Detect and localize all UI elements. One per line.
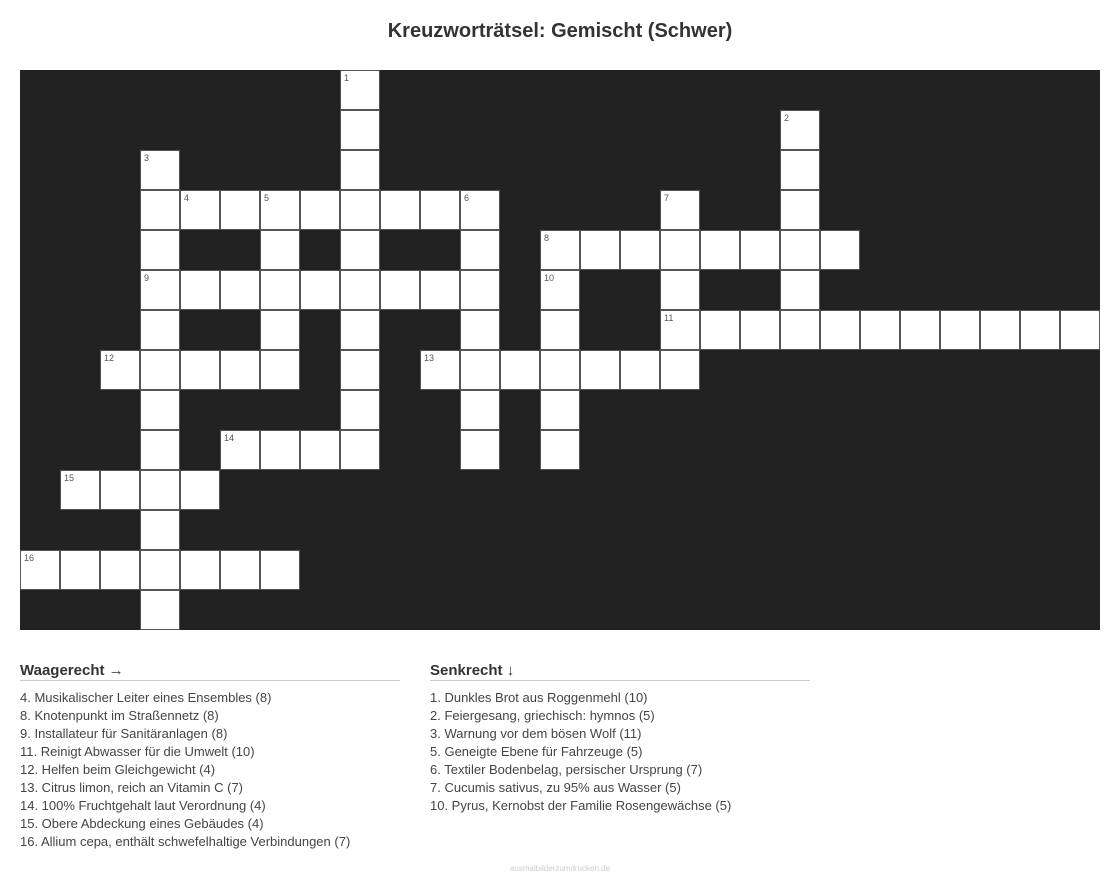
grid-cell[interactable] bbox=[420, 190, 460, 230]
grid-cell[interactable] bbox=[380, 190, 420, 230]
grid-cell[interactable] bbox=[540, 310, 580, 350]
grid-cell[interactable] bbox=[300, 270, 340, 310]
across-heading: Waagerecht → bbox=[20, 662, 400, 681]
grid-cell[interactable] bbox=[100, 350, 140, 390]
clue-number: 4 bbox=[184, 193, 190, 203]
grid-cell[interactable] bbox=[100, 470, 140, 510]
grid-cell[interactable] bbox=[620, 350, 660, 390]
across-clue: 9. Installateur für Sanitäranlagen (8) bbox=[20, 726, 228, 741]
clue-number: 9 bbox=[144, 273, 150, 283]
grid-cell[interactable] bbox=[140, 390, 180, 430]
across-clues-section bbox=[20, 662, 400, 851]
grid-cell[interactable] bbox=[540, 270, 580, 310]
grid-cell[interactable] bbox=[1060, 310, 1100, 350]
grid-cell[interactable] bbox=[180, 270, 220, 310]
clue-number: 14 bbox=[224, 433, 235, 443]
grid-cell[interactable] bbox=[140, 430, 180, 470]
across-clue: 12. Helfen beim Gleichgewicht (4) bbox=[20, 762, 216, 777]
across-clue: 11. Reinigt Abwasser für die Umwelt (10) bbox=[20, 744, 255, 759]
grid-cell[interactable] bbox=[700, 230, 740, 270]
grid-cell[interactable] bbox=[220, 350, 260, 390]
grid-cell[interactable] bbox=[220, 550, 260, 590]
grid-cell[interactable] bbox=[660, 190, 700, 230]
across-clue: 13. Citrus limon, reich an Vitamin C (7) bbox=[20, 780, 244, 795]
clue-number: 15 bbox=[64, 473, 75, 483]
grid-cell[interactable] bbox=[340, 190, 380, 230]
grid-cell[interactable] bbox=[540, 350, 580, 390]
clue-number: 7 bbox=[664, 193, 670, 203]
grid-cell[interactable] bbox=[780, 110, 820, 150]
clue-number: 16 bbox=[24, 553, 35, 563]
down-clues-section bbox=[430, 662, 810, 815]
crossword-grid bbox=[20, 70, 1100, 630]
clue-number: 11 bbox=[664, 313, 674, 323]
grid-cell[interactable] bbox=[220, 430, 260, 470]
down-heading: Senkrecht ↓ bbox=[430, 662, 810, 681]
grid-cell[interactable] bbox=[340, 430, 380, 470]
grid-cell[interactable] bbox=[340, 110, 380, 150]
grid-cell[interactable] bbox=[340, 390, 380, 430]
grid-cell[interactable] bbox=[460, 190, 500, 230]
grid-cell[interactable] bbox=[420, 270, 460, 310]
grid-cell[interactable] bbox=[260, 430, 300, 470]
grid-cell[interactable] bbox=[260, 310, 300, 350]
grid-cell[interactable] bbox=[620, 230, 660, 270]
grid-cell[interactable] bbox=[260, 230, 300, 270]
grid-cell[interactable] bbox=[260, 190, 300, 230]
grid-cell[interactable] bbox=[740, 230, 780, 270]
grid-cell[interactable] bbox=[260, 350, 300, 390]
grid-cell[interactable] bbox=[660, 310, 700, 350]
grid-cell[interactable] bbox=[740, 310, 780, 350]
grid-cell[interactable] bbox=[940, 310, 980, 350]
down-clue: 5. Geneigte Ebene für Fahrzeuge (5) bbox=[430, 744, 643, 759]
across-clue: 16. Allium cepa, enthält schwefelhaltige Verbindungen (7) bbox=[20, 834, 351, 849]
grid-cell[interactable] bbox=[580, 230, 620, 270]
grid-cell[interactable] bbox=[580, 350, 620, 390]
grid-cell[interactable] bbox=[860, 310, 900, 350]
grid-cell[interactable] bbox=[140, 230, 180, 270]
grid-cell[interactable] bbox=[780, 270, 820, 310]
grid-cell[interactable] bbox=[220, 190, 260, 230]
grid-cell[interactable] bbox=[220, 270, 260, 310]
grid-cell[interactable] bbox=[260, 270, 300, 310]
across-clue: 4. Musikalischer Leiter eines Ensembles (8) bbox=[20, 690, 272, 705]
clue-number: 10 bbox=[544, 273, 555, 283]
grid-cell[interactable] bbox=[780, 310, 820, 350]
across-clue: 15. Obere Abdeckung eines Gebäudes (4) bbox=[20, 816, 264, 831]
grid-cell[interactable] bbox=[980, 310, 1020, 350]
down-clue: 10. Pyrus, Kernobst der Familie Rosengewächse (5) bbox=[430, 798, 732, 813]
puzzle-title: Kreuzworträtsel: Gemischt (Schwer) bbox=[387, 20, 733, 42]
grid-cell[interactable] bbox=[180, 190, 220, 230]
grid-cell[interactable] bbox=[460, 430, 500, 470]
grid-cell[interactable] bbox=[700, 310, 740, 350]
clue-number: 8 bbox=[544, 233, 550, 243]
grid-cell[interactable] bbox=[180, 350, 220, 390]
grid-cell[interactable] bbox=[780, 190, 820, 230]
grid-cell[interactable] bbox=[500, 350, 540, 390]
grid-cell[interactable] bbox=[540, 230, 580, 270]
clue-number: 12 bbox=[104, 353, 115, 363]
grid-cell[interactable] bbox=[340, 270, 380, 310]
grid-cell[interactable] bbox=[260, 550, 300, 590]
grid-cell[interactable] bbox=[140, 590, 180, 630]
grid-cell[interactable] bbox=[460, 390, 500, 430]
grid-cell[interactable] bbox=[140, 350, 180, 390]
grid-cell[interactable] bbox=[340, 310, 380, 350]
grid-cell[interactable] bbox=[340, 230, 380, 270]
grid-cell[interactable] bbox=[180, 550, 220, 590]
grid-cell[interactable] bbox=[540, 390, 580, 430]
grid-cell[interactable] bbox=[820, 230, 860, 270]
grid-cell[interactable] bbox=[140, 190, 180, 230]
down-clue: 3. Warnung vor dem bösen Wolf (11) bbox=[430, 726, 642, 741]
grid-cell[interactable] bbox=[460, 230, 500, 270]
grid-cell[interactable] bbox=[140, 470, 180, 510]
grid-cell[interactable] bbox=[140, 510, 180, 550]
grid-cell[interactable] bbox=[20, 550, 60, 590]
clue-number: 1 bbox=[344, 73, 350, 83]
across-clue: 14. 100% Fruchtgehalt laut Verordnung (4) bbox=[20, 798, 266, 813]
grid-cell[interactable] bbox=[340, 150, 380, 190]
grid-cell[interactable] bbox=[460, 270, 500, 310]
grid-cell[interactable] bbox=[60, 470, 100, 510]
grid-cell[interactable] bbox=[100, 550, 140, 590]
grid-cell[interactable] bbox=[60, 550, 100, 590]
grid-cell[interactable] bbox=[340, 70, 380, 110]
clue-number: 5 bbox=[264, 193, 270, 203]
across-clue-list bbox=[20, 689, 400, 851]
across-clue: 8. Knotenpunkt im Straßennetz (8) bbox=[20, 708, 219, 723]
grid-cell[interactable] bbox=[180, 470, 220, 510]
grid-cell[interactable] bbox=[140, 550, 180, 590]
grid-cell[interactable] bbox=[820, 310, 860, 350]
footer-credit: ausmalbilderzumdrucken.de bbox=[509, 864, 611, 873]
down-clue: 2. Feiergesang, griechisch: hymnos (5) bbox=[430, 708, 655, 723]
grid-cell[interactable] bbox=[140, 270, 180, 310]
grid-cell[interactable] bbox=[660, 270, 700, 310]
clue-number: 2 bbox=[784, 113, 790, 123]
grid-cell[interactable] bbox=[460, 310, 500, 350]
clue-number: 13 bbox=[424, 353, 435, 363]
grid-cell[interactable] bbox=[300, 190, 340, 230]
grid-cell[interactable] bbox=[420, 350, 460, 390]
grid-cell[interactable] bbox=[380, 270, 420, 310]
down-clue: 7. Cucumis sativus, zu 95% aus Wasser (5) bbox=[430, 780, 681, 795]
grid-cell[interactable] bbox=[900, 310, 940, 350]
grid-cell[interactable] bbox=[140, 310, 180, 350]
grid-cell[interactable] bbox=[660, 230, 700, 270]
grid-cell[interactable] bbox=[1020, 310, 1060, 350]
clue-number: 6 bbox=[464, 193, 470, 203]
grid-cell[interactable] bbox=[140, 150, 180, 190]
grid-cell[interactable] bbox=[660, 350, 700, 390]
clue-number: 3 bbox=[144, 153, 150, 163]
grid-cell[interactable] bbox=[460, 350, 500, 390]
grid-cell[interactable] bbox=[300, 430, 340, 470]
grid-cell[interactable] bbox=[540, 430, 580, 470]
down-clue: 6. Textiler Bodenbelag, persischer Ursprung (7) bbox=[430, 762, 703, 777]
grid-cell[interactable] bbox=[340, 350, 380, 390]
grid-cell[interactable] bbox=[780, 150, 820, 190]
down-clue: 1. Dunkles Brot aus Roggenmehl (10) bbox=[430, 690, 648, 705]
down-clue-list bbox=[430, 689, 810, 815]
grid-cell[interactable] bbox=[780, 230, 820, 270]
